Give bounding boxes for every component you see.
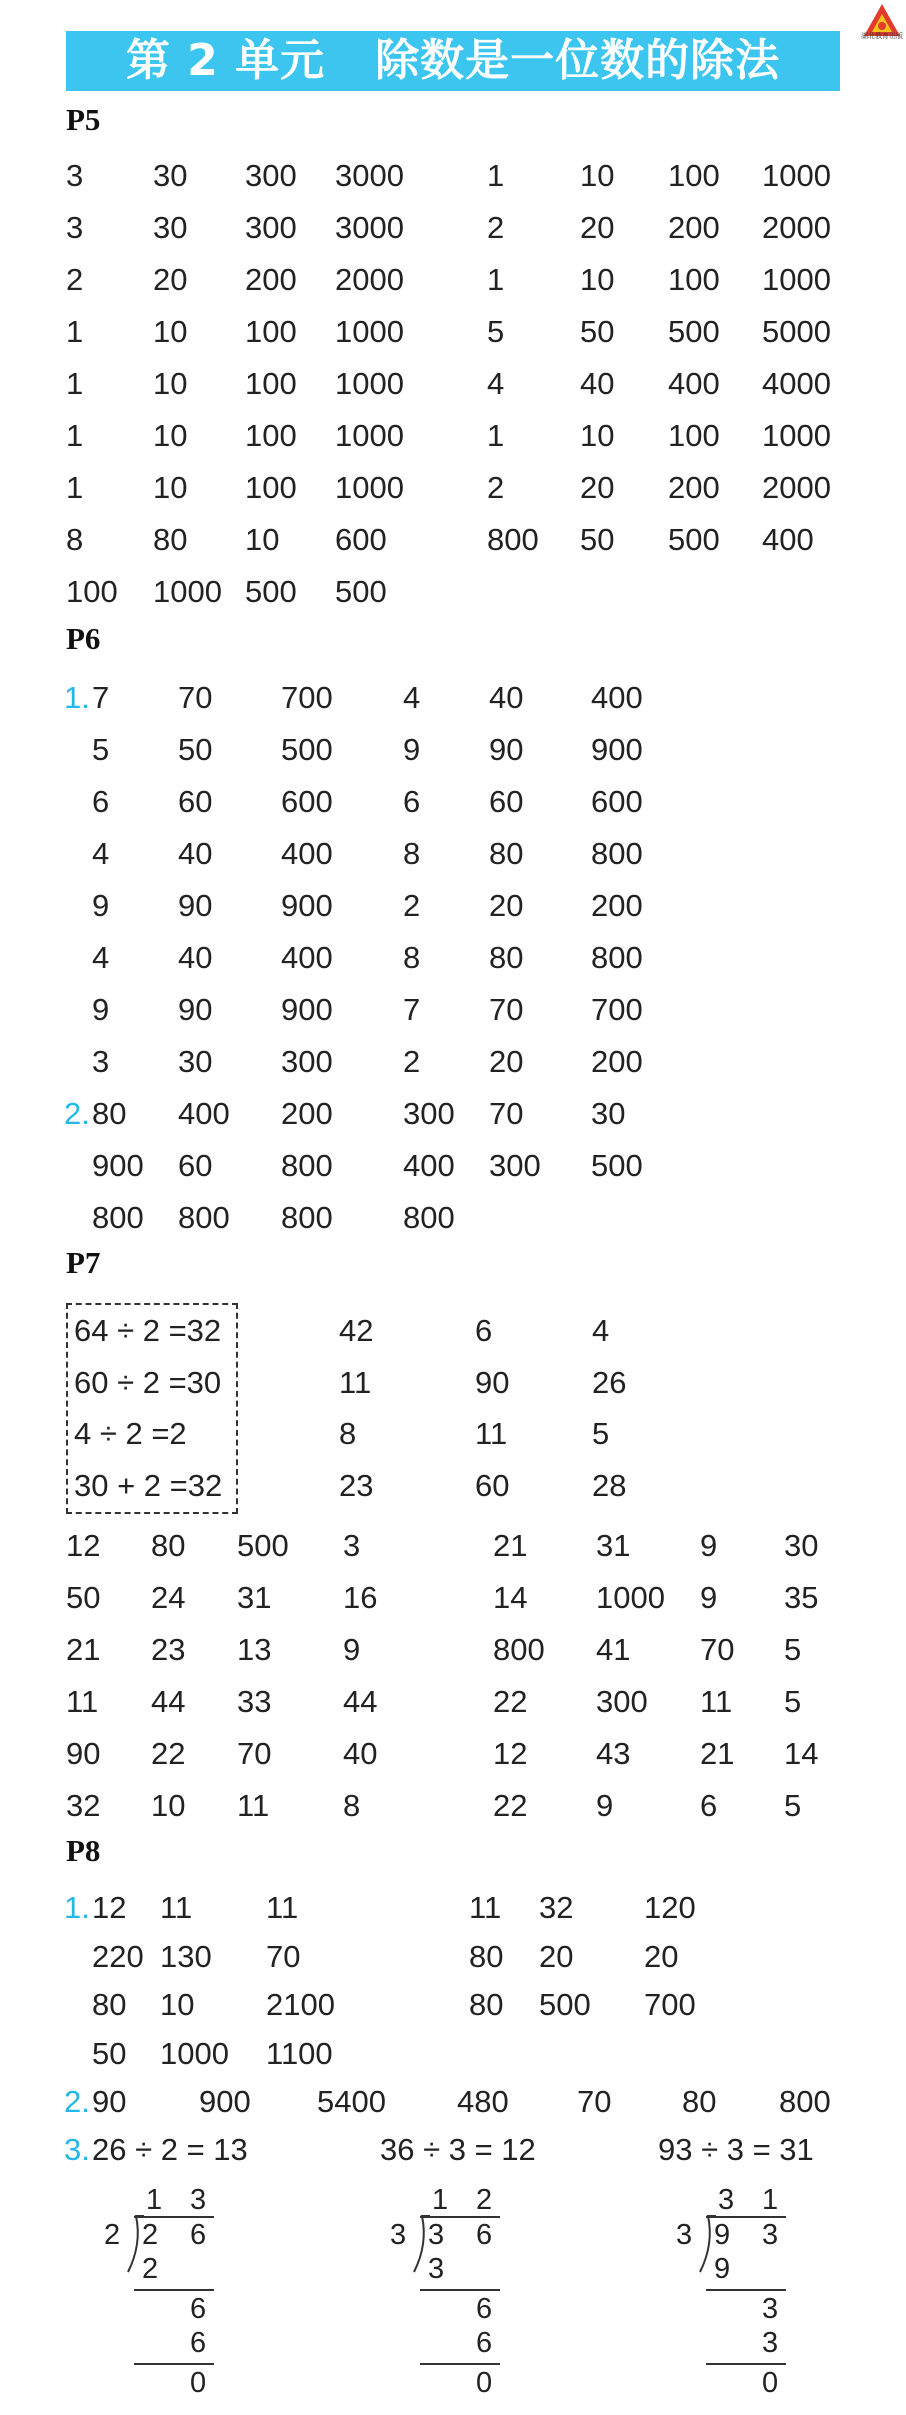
p8-q3-equation-1: 26 ÷ 2 = 13 (92, 2132, 248, 2167)
p6-q1-answer-cell: 6 (403, 784, 421, 819)
p6-q2-answer-cell: 800 (281, 1200, 333, 1235)
p5-answer-cell: 200 (668, 470, 720, 505)
p5-answer-cell: 2000 (335, 262, 404, 297)
p5-answer-cell: 100 (245, 418, 297, 453)
p6-q1-answer-cell: 8 (403, 940, 421, 975)
p6-q1-answer-cell: 2 (403, 888, 421, 923)
p7-answer-cell: 22 (493, 1788, 528, 1823)
p7-answer-cell: 9 (596, 1788, 614, 1823)
p5-answer-cell: 10 (153, 366, 188, 401)
p6-q2-answer-cell: 60 (178, 1148, 213, 1183)
p7-answer-cell: 300 (596, 1684, 648, 1719)
p7-box-side-cell: 90 (475, 1364, 510, 1400)
p7-answer-cell: 5 (784, 1788, 802, 1823)
p7-answer-cell: 8 (343, 1788, 361, 1823)
p6-q1-answer-cell: 90 (489, 732, 524, 767)
p8-question-2-number: 2. (64, 2084, 90, 2119)
p5-answer-cell: 1000 (335, 366, 404, 401)
p7-answer-cell: 30 (784, 1528, 819, 1563)
section-label-p7: P7 (66, 1245, 101, 1280)
p5-answer-cell: 20 (153, 262, 188, 297)
p5-answer-cell: 20 (580, 210, 615, 245)
p7-answer-cell: 40 (343, 1736, 378, 1771)
p6-q1-answer-cell: 50 (178, 732, 213, 767)
p6-q2-answer-cell: 800 (281, 1148, 333, 1183)
p7-answer-cell: 90 (66, 1736, 101, 1771)
long-division-rule (420, 2289, 500, 2291)
p8-q1-answer-cell: 32 (539, 1890, 574, 1925)
p5-answer-cell: 3 (66, 158, 84, 193)
p6-q1-answer-cell: 200 (591, 888, 643, 923)
p5-answer-cell: 10 (580, 262, 615, 297)
p7-answer-cell: 10 (151, 1788, 186, 1823)
p7-answer-cell: 24 (151, 1580, 186, 1615)
p6-q1-answer-cell: 900 (281, 888, 333, 923)
p8-q1-answer-cell: 2100 (266, 1987, 335, 2022)
p6-q2-answer-cell: 800 (403, 1200, 455, 1235)
unit-number: 第 2 单元 (125, 35, 326, 86)
p5-answer-cell: 200 (245, 262, 297, 297)
p6-q2-answer-cell: 200 (281, 1096, 333, 1131)
p8-q2-answer-cell: 800 (779, 2084, 831, 2119)
p7-answer-cell: 12 (66, 1528, 101, 1563)
p6-q2-answer-cell: 80 (92, 1096, 127, 1131)
p6-q1-answer-cell: 40 (178, 940, 213, 975)
p6-q1-answer-cell: 4 (92, 940, 110, 975)
p5-answer-cell: 10 (153, 314, 188, 349)
p7-box-equation: 30 + 2 =32 (74, 1467, 223, 1503)
p5-answer-cell: 20 (580, 470, 615, 505)
p7-answer-cell: 16 (343, 1580, 378, 1615)
p6-q1-answer-cell: 60 (178, 784, 213, 819)
p5-answer-cell: 600 (335, 522, 387, 557)
p5-answer-cell: 1 (487, 418, 505, 453)
p6-q1-answer-cell: 800 (591, 940, 643, 975)
p5-answer-cell: 80 (153, 522, 188, 557)
p6-q1-answer-cell: 20 (489, 1044, 524, 1079)
p7-answer-cell: 43 (596, 1736, 631, 1771)
p6-question-2-number: 2. (64, 1096, 90, 1131)
p6-q1-answer-cell: 80 (489, 836, 524, 871)
p6-q1-answer-cell: 2 (403, 1044, 421, 1079)
p7-box-equation: 64 ÷ 2 =32 (74, 1313, 222, 1348)
p6-q2-answer-cell: 400 (178, 1096, 230, 1131)
long-division-bring-down: 6 (476, 2293, 493, 2325)
p7-answer-cell: 41 (596, 1632, 631, 1667)
long-division-bring-down: 6 (190, 2293, 207, 2325)
p5-answer-cell: 1000 (335, 314, 404, 349)
p7-answer-cell: 33 (237, 1684, 272, 1719)
p6-q1-answer-cell: 40 (178, 836, 213, 871)
p7-box-equation: 4 ÷ 2 =2 (74, 1416, 187, 1451)
p7-box-side-cell: 60 (475, 1467, 510, 1503)
p5-answer-cell: 50 (580, 314, 615, 349)
p6-q1-answer-cell: 4 (403, 680, 421, 715)
p7-answer-cell: 1000 (596, 1580, 665, 1615)
p7-answer-cell: 70 (237, 1736, 272, 1771)
p7-box-side-cell: 23 (339, 1467, 374, 1503)
p7-answer-cell: 21 (700, 1736, 735, 1771)
p5-answer-cell: 100 (668, 158, 720, 193)
p8-q1-answer-cell: 500 (539, 1987, 591, 2022)
p6-q1-answer-cell: 70 (489, 992, 524, 1027)
p7-answer-cell: 22 (493, 1684, 528, 1719)
long-division-rule (706, 2289, 786, 2291)
p6-q2-answer-cell: 900 (92, 1148, 144, 1183)
p7-answer-cell: 9 (700, 1528, 718, 1563)
p5-answer-cell: 500 (668, 522, 720, 557)
p5-answer-cell: 1 (487, 262, 505, 297)
p5-answer-cell: 400 (668, 366, 720, 401)
p5-answer-cell: 4000 (762, 366, 831, 401)
long-division-subtrahend: 3 (428, 2253, 445, 2285)
p5-answer-cell: 200 (668, 210, 720, 245)
p7-answer-cell: 11 (700, 1684, 733, 1719)
unit-topic: 除数是一位数的除法 (375, 35, 781, 86)
p5-answer-cell: 3000 (335, 158, 404, 193)
p5-answer-cell: 1000 (153, 574, 222, 609)
p5-answer-cell: 5000 (762, 314, 831, 349)
p8-q1-answer-cell: 70 (266, 1938, 301, 1974)
p6-q2-answer-cell: 300 (403, 1096, 455, 1131)
long-division-subtrahend: 2 (142, 2253, 159, 2285)
p5-answer-cell: 1000 (335, 418, 404, 453)
p5-answer-cell: 30 (153, 158, 188, 193)
p5-answer-cell: 500 (668, 314, 720, 349)
p7-answer-cell: 3 (343, 1528, 361, 1563)
p5-answer-cell: 100 (668, 418, 720, 453)
p6-q1-answer-cell: 80 (489, 940, 524, 975)
p5-answer-cell: 500 (245, 574, 297, 609)
long-division-divisor: 2 (104, 2219, 121, 2251)
p7-box-side-cell: 5 (592, 1416, 610, 1451)
p5-answer-cell: 10 (153, 418, 188, 453)
p8-q1-answer-cell: 1100 (266, 2035, 333, 2071)
p7-answer-cell: 50 (66, 1580, 101, 1615)
p6-q1-answer-cell: 700 (281, 680, 333, 715)
p8-q1-answer-cell: 80 (469, 1987, 504, 2022)
long-division-quotient-digit: 3 (190, 2184, 207, 2216)
p5-answer-cell: 10 (153, 470, 188, 505)
p8-question-1-number: 1. (64, 1890, 90, 1925)
p5-answer-cell: 100 (245, 314, 297, 349)
p7-answer-cell: 9 (700, 1580, 718, 1615)
p7-answer-cell: 23 (151, 1632, 186, 1667)
p6-q2-answer-cell: 300 (489, 1148, 541, 1183)
long-division-subtrahend: 9 (714, 2253, 731, 2285)
p7-answer-cell: 11 (237, 1788, 270, 1823)
p6-q1-answer-cell: 300 (281, 1044, 333, 1079)
p6-q2-answer-cell: 500 (591, 1148, 643, 1183)
p6-q1-answer-cell: 8 (403, 836, 421, 871)
p7-answer-cell: 44 (151, 1684, 186, 1719)
p7-answer-cell: 31 (596, 1528, 631, 1563)
p7-box-side-cell: 11 (339, 1364, 372, 1400)
p6-question-1-number: 1. (64, 680, 90, 715)
p6-q1-answer-cell: 700 (591, 992, 643, 1027)
p6-q1-answer-cell: 500 (281, 732, 333, 767)
p7-answer-cell: 11 (66, 1684, 99, 1719)
long-division-quotient-digit: 1 (146, 2184, 163, 2216)
p7-box-side-cell: 42 (339, 1313, 374, 1348)
p8-q1-answer-cell: 20 (539, 1938, 574, 1974)
p5-answer-cell: 100 (66, 574, 118, 609)
p8-q2-answer-cell: 900 (199, 2084, 251, 2119)
p6-q1-answer-cell: 9 (92, 888, 110, 923)
long-division-divisor: 3 (390, 2219, 407, 2251)
long-division-dividend-digit: 6 (190, 2219, 207, 2251)
p6-q1-answer-cell: 20 (489, 888, 524, 923)
p6-q1-answer-cell: 400 (591, 680, 643, 715)
long-division-remainder: 0 (476, 2367, 493, 2399)
p7-answer-cell: 35 (784, 1580, 819, 1615)
p8-q3-equation-3: 93 ÷ 3 = 31 (658, 2132, 814, 2167)
p8-q1-answer-cell: 12 (92, 1890, 127, 1925)
p6-q2-answer-cell: 400 (403, 1148, 455, 1183)
p7-answer-cell: 14 (493, 1580, 528, 1615)
p7-box-side-cell: 4 (592, 1313, 610, 1348)
p5-answer-cell: 2000 (762, 210, 831, 245)
p7-answer-cell: 21 (66, 1632, 101, 1667)
p6-q1-answer-cell: 600 (281, 784, 333, 819)
p7-answer-cell: 22 (151, 1736, 186, 1771)
p8-q1-answer-cell: 700 (644, 1987, 696, 2022)
p5-answer-cell: 500 (335, 574, 387, 609)
p7-answer-cell: 13 (237, 1632, 272, 1667)
p7-answer-cell: 21 (493, 1528, 528, 1563)
long-division-dividend-digit: 6 (476, 2219, 493, 2251)
p6-q1-answer-cell: 6 (92, 784, 110, 819)
p7-answer-cell: 31 (237, 1580, 272, 1615)
p5-answer-cell: 3000 (335, 210, 404, 245)
p5-answer-cell: 300 (245, 158, 297, 193)
p6-q2-answer-cell: 800 (92, 1200, 144, 1235)
p7-answer-cell: 5 (784, 1684, 802, 1719)
p5-answer-cell: 100 (245, 470, 297, 505)
long-division-dividend-digit: 2 (142, 2219, 159, 2251)
p7-answer-cell: 14 (784, 1736, 819, 1771)
long-division-rule (134, 2289, 214, 2291)
p8-q1-answer-cell: 20 (644, 1938, 679, 1974)
p5-answer-cell: 100 (245, 366, 297, 401)
p7-answer-cell: 44 (343, 1684, 378, 1719)
p8-q2-answer-cell: 70 (577, 2084, 612, 2119)
p7-answer-cell: 800 (493, 1632, 545, 1667)
p5-answer-cell: 400 (762, 522, 814, 557)
p7-answer-cell: 6 (700, 1788, 718, 1823)
p6-q2-answer-cell: 30 (591, 1096, 626, 1131)
p6-q1-answer-cell: 800 (591, 836, 643, 871)
section-label-p8: P8 (66, 1833, 101, 1868)
p6-q1-answer-cell: 900 (281, 992, 333, 1027)
long-division-rule (134, 2363, 214, 2365)
p8-q1-answer-cell: 50 (92, 2035, 127, 2071)
p6-q1-answer-cell: 9 (92, 992, 110, 1027)
p6-q1-answer-cell: 9 (403, 732, 421, 767)
p8-q1-answer-cell: 11 (266, 1890, 299, 1925)
p5-answer-cell: 5 (487, 314, 505, 349)
p5-answer-cell: 100 (668, 262, 720, 297)
p5-answer-cell: 1000 (335, 470, 404, 505)
p8-q2-answer-cell: 80 (682, 2084, 717, 2119)
p8-q1-answer-cell: 80 (92, 1987, 127, 2022)
p5-answer-cell: 3 (66, 210, 84, 245)
p5-answer-cell: 8 (66, 522, 84, 557)
p6-q1-answer-cell: 4 (92, 836, 110, 871)
long-division-subtrahend: 3 (762, 2327, 779, 2359)
p5-answer-cell: 30 (153, 210, 188, 245)
p6-q1-answer-cell: 60 (489, 784, 524, 819)
p8-q1-answer-cell: 80 (469, 1938, 504, 1974)
p6-q1-answer-cell: 90 (178, 888, 213, 923)
p7-box-equation: 60 ÷ 2 =30 (74, 1364, 222, 1400)
p7-answer-cell: 80 (151, 1528, 186, 1563)
p6-q2-answer-cell: 800 (178, 1200, 230, 1235)
section-label-p5: P5 (66, 102, 101, 137)
p5-answer-cell: 10 (245, 522, 280, 557)
p8-question-3-number: 3. (64, 2132, 90, 2167)
p5-answer-cell: 1000 (762, 262, 831, 297)
p8-q1-answer-cell: 11 (160, 1890, 193, 1925)
p5-answer-cell: 1000 (762, 158, 831, 193)
long-division-quotient-digit: 3 (718, 2184, 735, 2216)
p8-q2-answer-cell: 480 (457, 2084, 509, 2119)
long-division-quotient-digit: 1 (762, 2184, 779, 2216)
p6-q1-answer-cell: 400 (281, 940, 333, 975)
p6-q1-answer-cell: 7 (403, 992, 421, 1027)
p8-q1-answer-cell: 220 (92, 1938, 144, 1974)
p6-q2-answer-cell: 70 (489, 1096, 524, 1131)
p5-answer-cell: 10 (580, 158, 615, 193)
p5-answer-cell: 2 (66, 262, 84, 297)
p8-q1-answer-cell: 130 (160, 1938, 212, 1974)
long-division-rule (420, 2363, 500, 2365)
p8-q1-answer-cell: 120 (644, 1890, 696, 1925)
publisher-caption: 湖北教育出版 (861, 32, 903, 40)
long-division-dividend-digit: 9 (714, 2219, 731, 2251)
long-division-dividend-digit: 3 (428, 2219, 445, 2251)
long-division-subtrahend: 6 (190, 2327, 207, 2359)
p7-box-side-cell: 28 (592, 1467, 627, 1503)
p5-answer-cell: 10 (580, 418, 615, 453)
long-division-quotient-digit: 1 (432, 2184, 449, 2216)
long-division-divisor: 3 (676, 2219, 693, 2251)
p6-q1-answer-cell: 7 (92, 680, 110, 715)
p8-q1-answer-cell: 1000 (160, 2035, 229, 2071)
p5-answer-cell: 1 (66, 418, 84, 453)
p6-q1-answer-cell: 400 (281, 836, 333, 871)
p6-q1-answer-cell: 5 (92, 732, 110, 767)
p6-q1-answer-cell: 40 (489, 680, 524, 715)
long-division-remainder: 0 (762, 2367, 779, 2399)
p5-answer-cell: 1000 (762, 418, 831, 453)
p5-answer-cell: 4 (487, 366, 505, 401)
section-label-p6: P6 (66, 621, 101, 656)
p5-answer-cell: 1 (66, 314, 84, 349)
p7-answer-cell: 70 (700, 1632, 735, 1667)
p6-q1-answer-cell: 200 (591, 1044, 643, 1079)
p5-answer-cell: 1 (66, 470, 84, 505)
p5-answer-cell: 2000 (762, 470, 831, 505)
long-division-remainder: 0 (190, 2367, 207, 2399)
p5-answer-cell: 2 (487, 210, 505, 245)
p8-q3-equation-2: 36 ÷ 3 = 12 (380, 2132, 536, 2167)
p7-answer-cell: 12 (493, 1736, 528, 1771)
p5-answer-cell: 1 (487, 158, 505, 193)
p7-box-side-cell: 26 (592, 1364, 627, 1400)
p7-box-side-cell: 8 (339, 1416, 357, 1451)
p6-q1-answer-cell: 70 (178, 680, 213, 715)
p8-q2-answer-cell: 5400 (317, 2084, 386, 2119)
long-division-dividend-digit: 3 (762, 2219, 779, 2251)
p6-q1-answer-cell: 3 (92, 1044, 110, 1079)
p8-q2-answer-cell: 90 (92, 2084, 127, 2119)
p6-q1-answer-cell: 900 (591, 732, 643, 767)
p7-answer-cell: 9 (343, 1632, 361, 1667)
p5-answer-cell: 2 (487, 470, 505, 505)
p7-answer-cell: 500 (237, 1528, 289, 1563)
p5-answer-cell: 300 (245, 210, 297, 245)
p8-q1-answer-cell: 10 (160, 1987, 195, 2022)
p6-q1-answer-cell: 600 (591, 784, 643, 819)
p6-q1-answer-cell: 90 (178, 992, 213, 1027)
unit-title-banner (66, 31, 840, 91)
p7-answer-cell: 5 (784, 1632, 802, 1667)
long-division-rule (706, 2363, 786, 2365)
p5-answer-cell: 800 (487, 522, 539, 557)
p5-answer-cell: 1 (66, 366, 84, 401)
p6-q1-answer-cell: 30 (178, 1044, 213, 1079)
p8-q1-answer-cell: 11 (469, 1890, 502, 1925)
p7-answer-cell: 32 (66, 1788, 101, 1823)
long-division-quotient-digit: 2 (476, 2184, 493, 2216)
long-division-subtrahend: 6 (476, 2327, 493, 2359)
p5-answer-cell: 40 (580, 366, 615, 401)
long-division-bring-down: 3 (762, 2293, 779, 2325)
p5-answer-cell: 50 (580, 522, 615, 557)
p7-box-side-cell: 11 (475, 1416, 508, 1451)
p7-box-side-cell: 6 (475, 1313, 493, 1348)
